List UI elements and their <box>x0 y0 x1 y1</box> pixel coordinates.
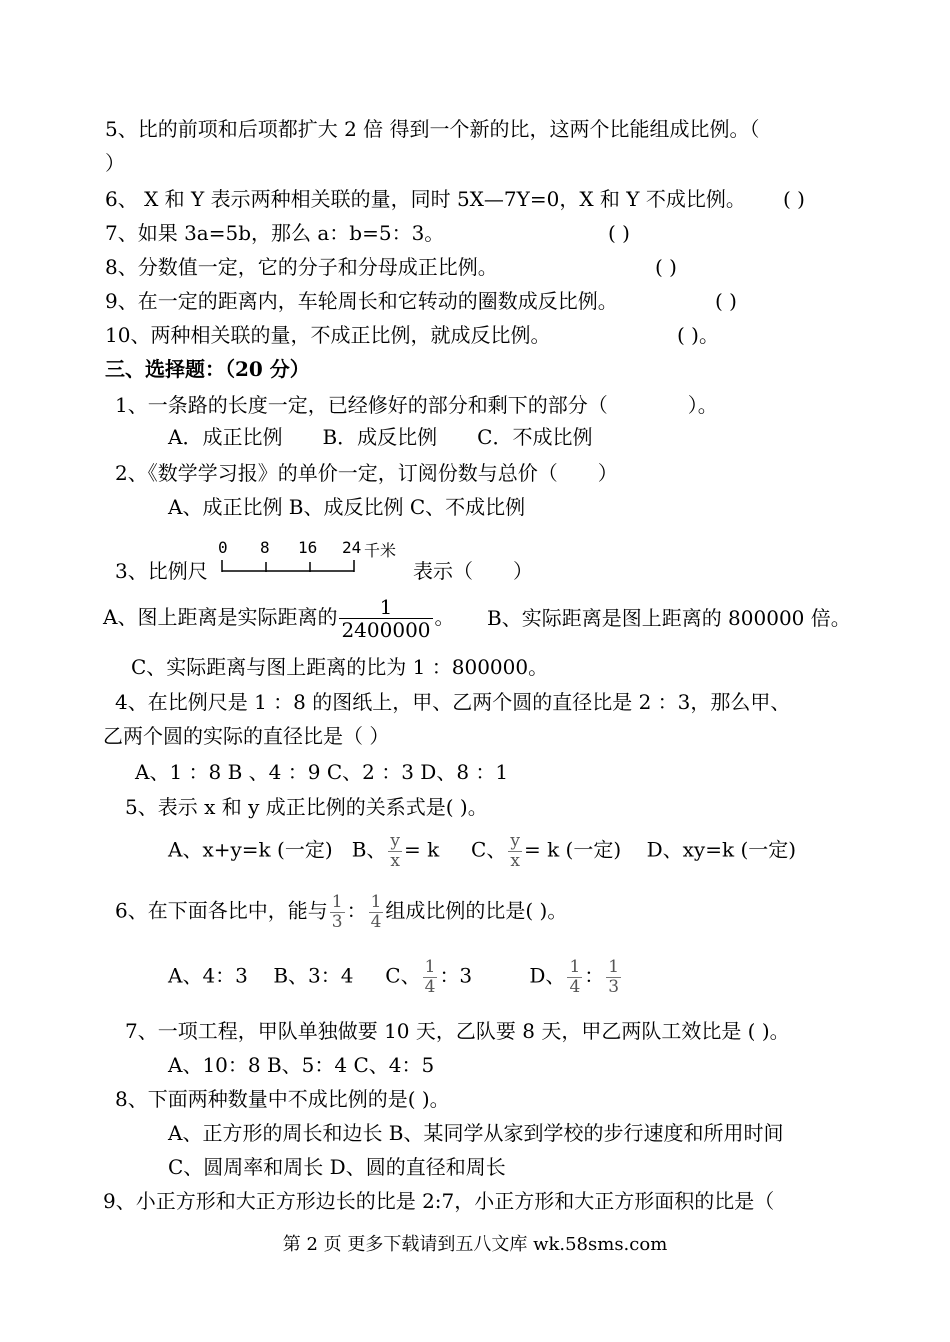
fraction: $\frac{y}{x}$ <box>510 831 520 871</box>
scale-bar <box>218 538 408 578</box>
answer-paren: ( ) <box>608 221 630 245</box>
fraction: $\frac{y}{x}$ <box>390 831 401 871</box>
answer-paren: ( )。 <box>677 323 719 347</box>
fraction: $\frac{1}{4}$ <box>569 957 581 997</box>
question-3-option-c: C、实际距离与图上距离的比为 1 ：800000。 <box>131 655 549 679</box>
answer-paren: ( ) <box>655 255 677 279</box>
question-1-stem: 1、一条路的长度一定，已经修好的部分和剩下的部分（ ）。 <box>115 393 718 417</box>
question-5-stem: 5、表示 x 和 y 成正比例的关系式是( )。 <box>125 795 488 819</box>
question-8-options-ab: A、正方形的周长和边长 B、某同学从家到学校的步行速度和所用时间 <box>168 1121 784 1145</box>
judgment-item-7: 7、如果 3a=5b，那么 a：b=5：3。 ( ) <box>105 221 630 245</box>
answer-paren: ( ) <box>715 289 737 313</box>
answer-paren: ( ) <box>783 187 805 211</box>
question-7-stem: 7、一项工程，甲队单独做要 10 天，乙队要 8 天，甲乙两队工效比是 ( )。 <box>125 1019 790 1043</box>
fraction: $\frac{1}{3}$ <box>331 892 343 932</box>
question-2-options: A、成正比例 B、成反比例 C、不成比例 <box>168 495 526 519</box>
judgment-item-5-paren: ） <box>105 151 125 175</box>
scale-label: 16 <box>298 538 318 557</box>
question-3-option-b: B、实际距离是图上距离的 800000 倍。 <box>487 606 851 630</box>
question-5-options: A、x+y=k (一定) B、 $\frac{y}{x}$ = k C、 $\frac{y}{x}$ = k (一定) D、xy=k (一定) <box>168 831 797 871</box>
question-4-options: A、1 ：8 B 、4 ：9 C、2 ：3 D、8 ：1 <box>135 760 509 784</box>
question-8-stem: 8、下面两种数量中不成比例的是( )。 <box>115 1087 450 1111</box>
question-4-line-1: 4、在比例尺是 1 ：8 的图纸上，甲、乙两个圆的直径比是 2 ：3，那么甲、 <box>115 690 791 714</box>
question-6-stem: 6、在下面各比中，能与 $\frac{1}{3}$ ： $\frac{1}{4}$ 组成比例的比是( )。 <box>115 892 568 932</box>
question-8-options-cd: C、圆周率和周长 D、圆的直径和周长 <box>168 1155 506 1179</box>
question-3-option-a: A、图上距离是实际距离的 $\frac{1}{2400000}$ 。 <box>103 595 455 642</box>
fraction: $\frac{1}{3}$ <box>608 957 620 997</box>
fraction: $\frac{1}{4}$ <box>370 892 382 932</box>
judgment-item-5: 5、比的前项和后项都扩大 2 倍 得到一个新的比，这两个比能组成比例。（ <box>105 117 760 141</box>
question-7-options: A、10：8 B、5：4 C、4：5 <box>168 1053 435 1077</box>
question-3-stem-suffix: 表示（ ） <box>413 559 533 583</box>
fraction: $\frac{1}{4}$ <box>424 957 436 997</box>
fraction: $\frac{1}{2400000}$ <box>341 595 431 642</box>
judgment-item-10: 10、两种相关联的量，不成正比例，就成反比例。 ( )。 <box>105 323 719 347</box>
judgment-item-9: 9、在一定的距离内，车轮周长和它转动的圈数成反比例。 ( ) <box>105 289 737 313</box>
scale-line <box>218 538 408 578</box>
judgment-item-8: 8、分数值一定，它的分子和分母成正比例。 ( ) <box>105 255 677 279</box>
scale-unit: 千米 <box>364 541 397 560</box>
question-4-line-2: 乙两个圆的实际的直径比是（ ） <box>103 724 390 748</box>
judgment-item-6: 6、 X 和 Y 表示两种相关联的量，同时 5X—7Y=0，X 和 Y 不成比例。 ( ) <box>105 187 805 211</box>
scale-label: 8 <box>260 538 270 557</box>
scale-label: 0 <box>218 538 228 557</box>
question-9-stem: 9、小正方形和大正方形边长的比是 2:7，小正方形和大正方形面积的比是（ <box>103 1189 775 1213</box>
section-title: 三、选择题：（20 分） <box>105 357 310 381</box>
question-1-options: A．成正比例 B．成反比例 C．不成比例 <box>168 425 593 449</box>
scale-label: 24 <box>342 538 362 557</box>
question-2-stem: 2、《数学学习报》的单价一定，订阅份数与总价（ ） <box>115 461 618 485</box>
question-3-stem: 3、比例尺 <box>115 559 208 583</box>
question-6-options: A、4：3 B、3：4 C、 $\frac{1}{4}$ ：3 D、 $\frac{1}{4}$ ： $\frac{1}{3}$ <box>168 957 620 997</box>
page-footer: 第 2 页 更多下载请到五八文库 wk.58sms.com <box>282 1234 668 1255</box>
